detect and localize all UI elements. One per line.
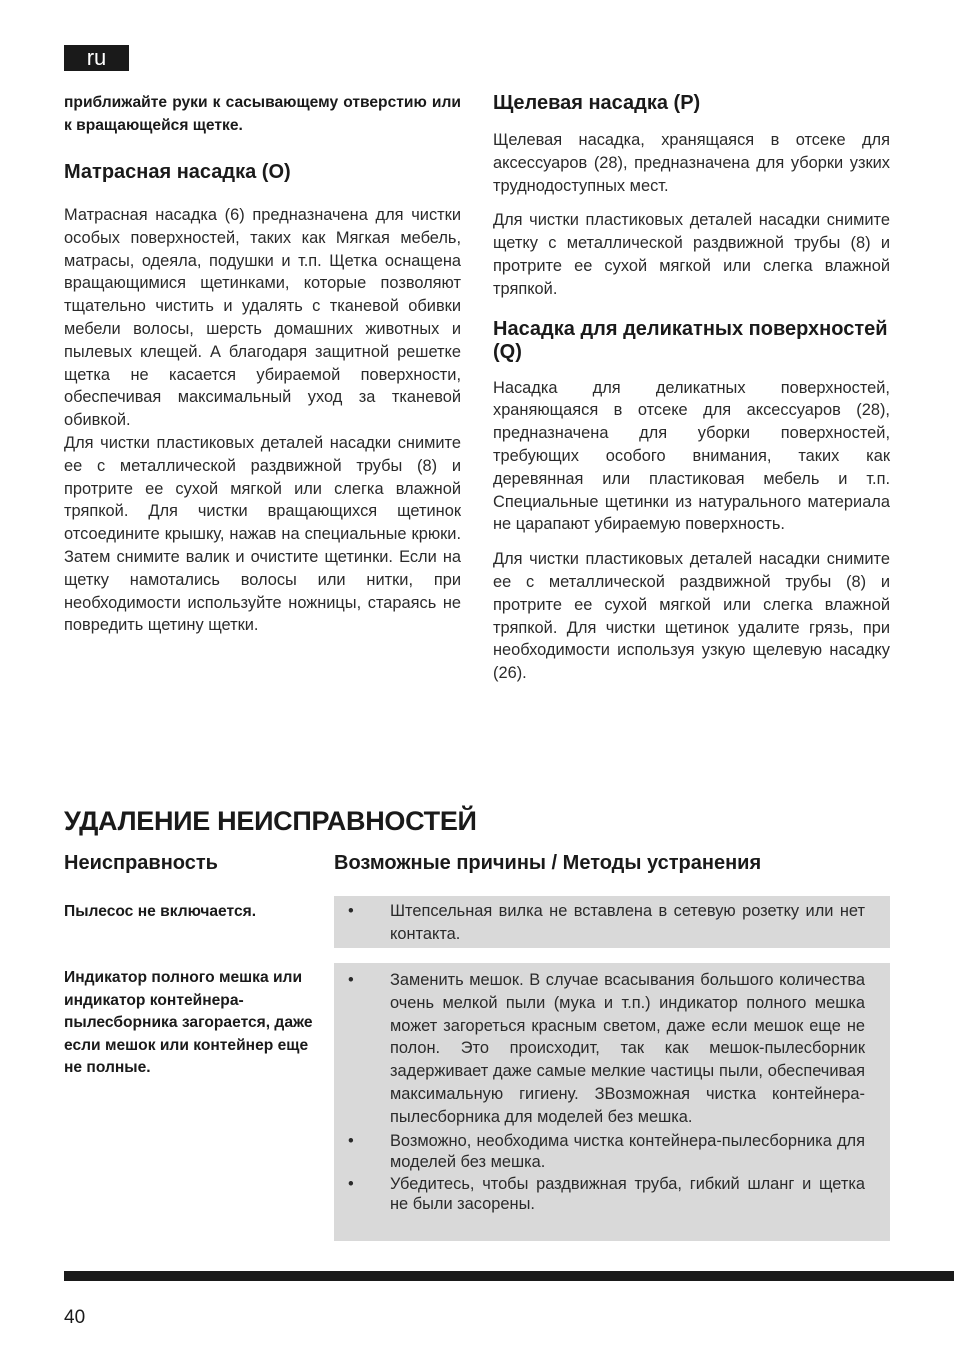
cause-text: Убедитесь, чтобы раздвижная труба, гибкий шланг и щетка не были засорены. [390,1174,865,1213]
crevice-paragraph-2: Для чистки пластиковых деталей насадки снимите щетку с металлической раздвижной трубы (8) и протрите ее сухой мягкой или слегка влажной тряпкой. [493,211,890,298]
fault-column-header: Неисправность [64,852,218,874]
bullet-icon: • [348,1174,354,1193]
page-number: 40 [64,1307,86,1328]
causes-box-1 [334,896,890,948]
cause-item [348,900,865,946]
cause-text: Заменить мешок. В случае всасывания большого количества очень мелкой пыли (мука и т.п.) индикатор полного мешка может загореться красным светом, даже если мешок еще не полон. Это происходит, так как мешок-пылесборник задерживает даже самые мелкие частицы пыли, обеспечивая максимальную гигиену. ЗВозможная чистка контейнера-пылесборника для моделей без мешка. [390,971,865,1126]
crevice-nozzle-title: Щелевая насадка (P) [493,92,701,114]
mattress-paragraph-2: Для чистки пластиковых деталей насадки снимите ее с металлической раздвижной трубы (8) и протрите ее сухой мягкой или слегка влажной тряпкой. Для чистки вращающихся щетинок отсоедините крышку, нажав на специальные крюки. Затем снимите валик и очистите щетинки. Если на щетку намотались волосы или нитки, при необходимости используйте ножницы, стараясь не повредить щетину щетки. [64,433,461,635]
bullet-icon: • [348,902,354,920]
mattress-paragraph-1: Матрасная насадка (6) предназначена для чистки особых поверхностей, таких как Мягкая мебель, матрасы, одеяла, подушки и т.п. Щетка оснащена вращающимися щетинками, которые позволяют тщательно чистить и удалять с тканевой обивки мебели волосы, шерсть домашних животных и пылевых клещей. А благодаря защитной решетке щетка не касается убираемой поверхности, обеспечивая максимальный уход за тканевой обивкой. [64,206,461,430]
causes-box-2 [334,963,890,1241]
cause-text: Возможно, необходима чистка контейнера-пылесборника для моделей без мешка. [390,1131,865,1171]
causes-column-header: Возможные причины / Методы устранения [334,852,762,874]
language-badge: ru [64,45,129,71]
fault-row-1: Пылесос не включается. [64,903,257,920]
right-column [493,92,890,685]
delicate-paragraph-1: Насадка для деликатных поверхностей, храняющаяся в отсеке для аксессуаров (28), предназначена для уборки поверхностей, требующих особого внимания, таких как деревянная или пластиковая мебель и т.п. Специальные щетинки из натурального материала не царапают убираемую поверхность. [493,378,890,534]
delicate-nozzle-title: Насадка для деликатных поверхностей (Q) [493,317,888,363]
troubleshooting-title: УДАЛЕНИЕ НЕИСПРАВНОСТЕЙ [64,806,477,836]
mattress-nozzle-title: Матрасная насадка (O) [64,161,291,183]
fault-row-2: Индикатор полного мешка или индикатор контейнера-пылесборника загорается, даже если мешок или контейнер еще не полные. [64,969,313,1076]
delicate-paragraph-2: Для чистки пластиковых деталей насадки снимите ее с металлической раздвижной трубы (8) и протрите ее сухой мягкой или слегка влажной тряпкой. Для чистки щетинок удалите грязь, при необходимости используя узкую щелевую насадку (26). [493,550,890,683]
cause-item [348,969,865,1129]
footer-bar [64,1271,954,1281]
cause-item [348,1131,865,1173]
crevice-paragraph-1: Щелевая насадка, хранящаяся в отсеке для аксессуаров (28), предназначена для уборки узких труднодоступных мест. [493,131,890,195]
cause-item [348,1174,865,1214]
bullet-icon: • [348,971,354,989]
left-column [64,92,461,637]
bullet-icon: • [348,1131,354,1150]
intro-warning: приближайте руки к сасывающему отверстию или к вращающейся щетке. [64,94,461,134]
cause-text: Штепсельная вилка не вставлена в сетевую розетку или нет контакта. [390,902,865,943]
